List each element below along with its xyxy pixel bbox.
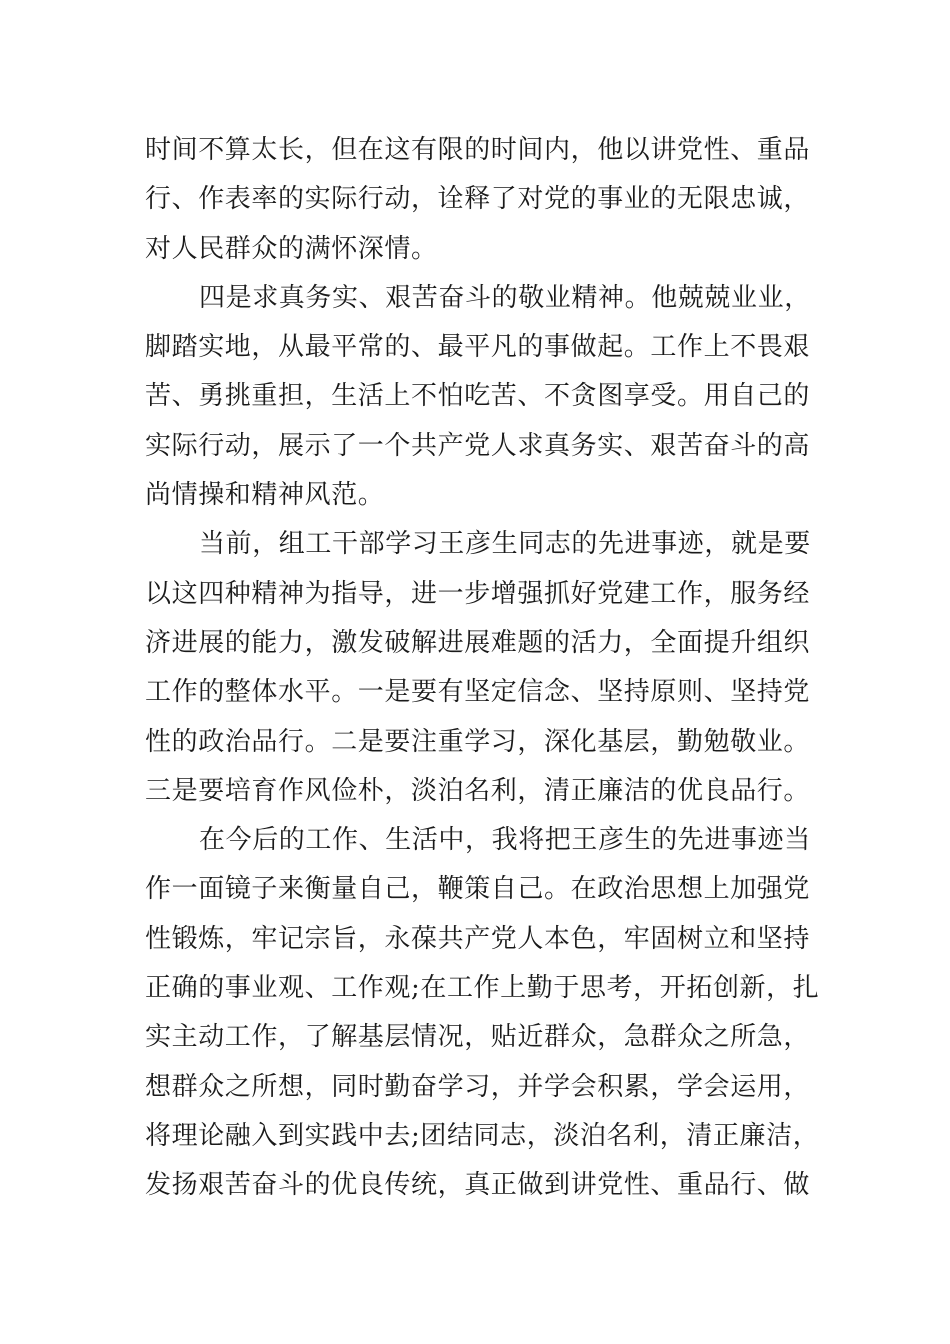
text-line: 工作的整体水平。一是要有坚定信念、坚持原则、坚持党 [145, 677, 811, 708]
text-line: 三是要培育作风俭朴，淡泊名利，清正廉洁的优良品行。 [145, 775, 811, 806]
text-line: 以这四种精神为指导，进一步增强抓好党建工作，服务经 [145, 578, 811, 609]
text-line: 对人民群众的满怀深情。 [145, 233, 438, 264]
text-line: 济进展的能力，激发破解进展难题的活力，全面提升组织 [145, 627, 811, 658]
paragraph-first-line: 当前，组工干部学习王彦生同志的先进事迹，就是要 [199, 529, 811, 560]
text-line: 实际行动，展示了一个共产党人求真务实、艰苦奋斗的高 [145, 430, 811, 461]
text-line: 性的政治品行。二是要注重学习，深化基层，勤勉敬业。 [145, 726, 811, 757]
document-body [145, 126, 820, 1211]
text-line: 行、作表率的实际行动，诠释了对党的事业的无限忠诚， [145, 184, 811, 215]
text-line: 作一面镜子来衡量自己，鞭策自己。在政治思想上加强党 [145, 874, 811, 905]
paragraph-first-line: 在今后的工作、生活中，我将把王彦生的先进事迹当 [199, 825, 811, 856]
text-line: 正确的事业观、工作观;在工作上勤于思考，开拓创新，扎 [145, 973, 820, 1004]
text-line: 实主动工作，了解基层情况，贴近群众，急群众之所急， [145, 1022, 811, 1053]
text-line: 脚踏实地，从最平常的、最平凡的事做起。工作上不畏艰 [145, 332, 811, 363]
text-line: 发扬艰苦奋斗的优良传统，真正做到讲党性、重品行、做 [145, 1170, 811, 1201]
text-line: 尚情操和精神风范。 [145, 480, 385, 511]
paragraph-first-line: 四是求真务实、艰苦奋斗的敬业精神。他兢兢业业， [199, 282, 811, 313]
text-line: 想群众之所想，同时勤奋学习，并学会积累，学会运用， [145, 1071, 811, 1102]
text-line: 苦、勇挑重担，生活上不怕吃苦、不贪图享受。用自己的 [145, 381, 811, 412]
text-line: 时间不算太长，但在这有限的时间内，他以讲党性、重品 [145, 135, 811, 165]
text-line: 性锻炼，牢记宗旨，永葆共产党人本色，牢固树立和坚持 [145, 923, 811, 954]
text-line: 将理论融入到实践中去;团结同志，淡泊名利，清正廉洁， [145, 1120, 820, 1151]
